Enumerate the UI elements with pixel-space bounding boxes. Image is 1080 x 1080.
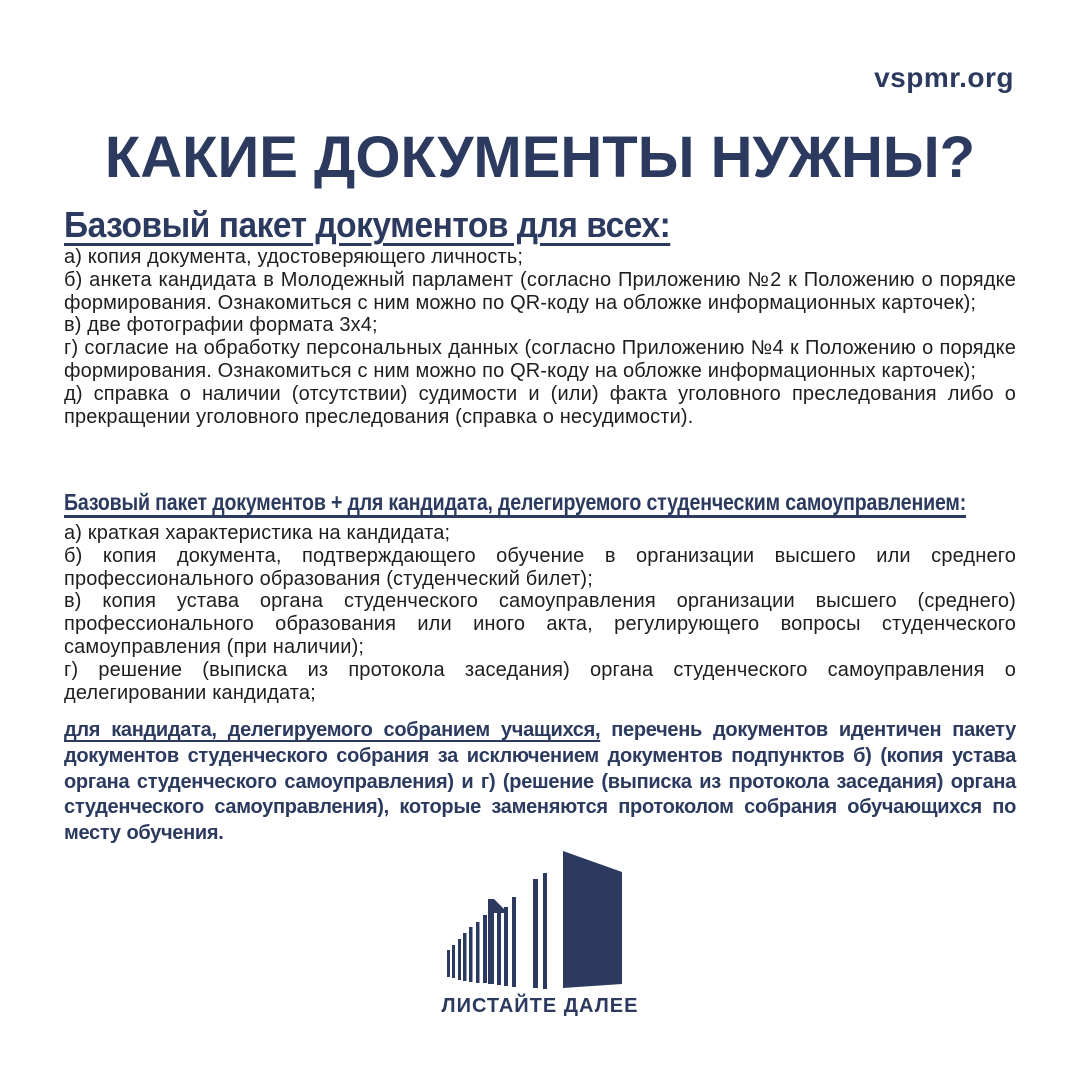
section2-items [64,522,1016,704]
note-rest: перечень документов идентичен пакету документов студенческого собрания за исключением документов подпунктов б) (копия устава органа студенческого самоуправления) и г) (решение (выписка из протокола заседания) органа студенческого самоуправления), которые заменяются протоколом собрания обучающихся по месту обучения. [64,719,1016,845]
page-title: КАКИЕ ДОКУМЕНТЫ НУЖНЫ? [104,125,976,190]
note-paragraph [64,718,1016,847]
section2-heading: Базовый пакет документов + для кандидата, делегируемого студенческим самоуправлением: [64,489,967,515]
note-underlined-phrase: для кандидата, делегируемого собранием учащихся, [64,719,601,741]
list-item: г) согласие на обработку персональных данных (согласно Приложению №4 к Положению о порядке формирования. Ознакомиться с ним можно по QR-коду на обложке информационных карточек); [64,337,1016,382]
list-item: г) решение (выписка из протокола заседания) органа студенческого самоуправления о делегировании кандидата; [64,658,1016,704]
list-item: а) копия документа, удостоверяющего личность; [64,246,524,268]
list-item: в) копия устава органа студенческого самоуправления организации высшего (среднего) профессионального образования или иного акта, регулирующего вопросы студенческого самоуправления (при наличии); [64,590,1016,658]
vspmr-building-logo-icon [446,849,631,994]
cta-text: ЛИСТАЙТЕ ДАЛЕЕ [441,995,639,1017]
list-item: б) анкета кандидата в Молодежный парламент (согласно Приложению №2 к Положению о порядке формирования. Ознакомиться с ним можно по QR-коду на обложке информационных карточек); [64,268,1016,314]
section1-heading: Базовый пакет документов для всех: [64,204,671,245]
list-item: в) две фотографии формата 3х4; [64,314,378,337]
list-item: а) краткая характеристика на кандидата; [64,522,451,544]
list-item: д) справка о наличии (отсутствии) судимости и (или) факта уголовного преследования либо о прекращении уголовного преследования (справка о несудимости). [64,382,1016,428]
list-item: б) копия документа, подтверждающего обучение в организации высшего или среднего профессионального образования (студенческий билет); [64,544,1016,590]
section1-items [64,246,1016,428]
site-url: vspmr.org [874,62,1014,93]
